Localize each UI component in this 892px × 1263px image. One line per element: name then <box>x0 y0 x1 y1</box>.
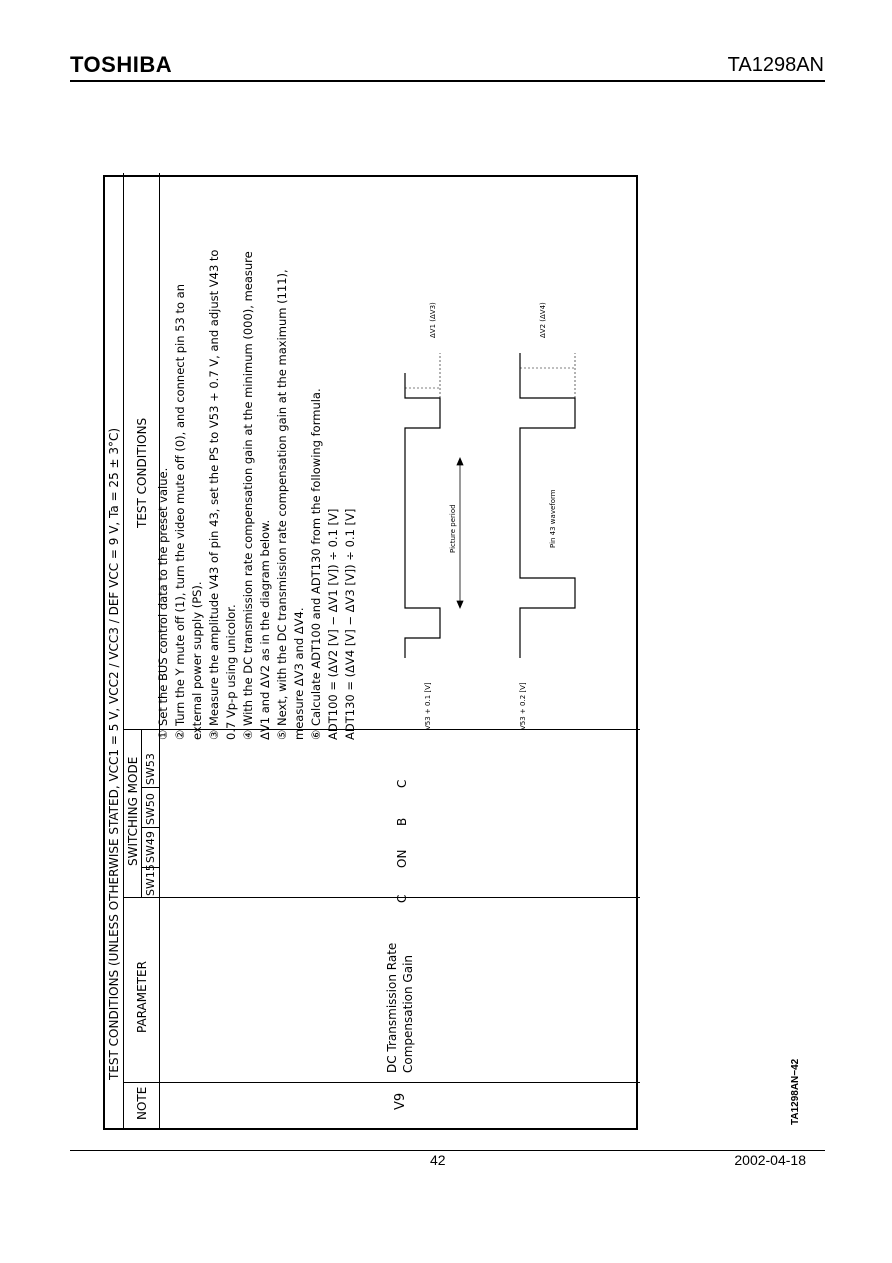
condition-5: 0.7 Vp-p using unicolor. <box>224 604 238 740</box>
sw15-value: C <box>395 894 409 903</box>
condition-3: external power supply (PS). <box>190 581 204 740</box>
condition-1: ① Set the BUS control data to the preset value. <box>156 467 170 740</box>
label-dv2: ΔV2 (ΔV4) <box>539 302 547 338</box>
parameter-line-1: DC Transmission Rate <box>385 942 399 1073</box>
condition-8: ⑤ Next, with the DC transmission rate compensation gain at the maximum (111), <box>275 269 289 740</box>
table-title: TEST CONDITIONS (UNLESS OTHERWISE STATED, VCC1 = 5 V, VCC2 / VCC3 / DEF VCC = 9 V, Ta = 25 ± 3°C) <box>107 427 121 1080</box>
part-number: TA1298AN <box>727 54 824 76</box>
sw49-header: SW49 <box>144 831 157 863</box>
sw53-value: C <box>395 779 409 788</box>
sw15-header: SW15 <box>144 864 157 896</box>
condition-9: measure ΔV3 and ΔV4. <box>292 607 306 740</box>
test-conditions-header: TEST CONDITIONS <box>135 417 149 528</box>
sw50-header: SW50 <box>144 793 157 825</box>
label-dv1: ΔV1 (ΔV3) <box>429 302 437 338</box>
parameter-header: PARAMETER <box>135 961 149 1033</box>
sw53-header: SW53 <box>144 753 157 785</box>
condition-11: ADT100 = (ΔV2 [V] − ΔV1 [V]) ÷ 0.1 [V] <box>326 508 340 740</box>
label-v53-01: V53 + 0.1 [V] <box>424 682 432 730</box>
header-rule <box>70 80 825 82</box>
brand-logo: TOSHIBA <box>70 52 173 77</box>
label-picture-period: Picture period <box>449 504 457 553</box>
note-cell: V9 <box>393 1092 408 1110</box>
waveform-bottom <box>520 353 575 658</box>
condition-4: ③ Measure the amplitude V43 of pin 43, set the PS to V53 + 0.7 V, and adjust V43 to <box>207 249 221 740</box>
rotated-table-container <box>103 175 638 1130</box>
sw49-value: ON <box>395 849 409 868</box>
condition-10: ⑥ Calculate ADT100 and ADT130 from the following formula. <box>309 388 323 740</box>
label-pin-waveform: Pin 43 waveform <box>549 489 557 548</box>
condition-12: ADT130 = (ΔV4 [V] − ΔV3 [V]) ÷ 0.1 [V] <box>343 508 357 740</box>
switching-mode-header: SWITCHING MODE <box>126 756 140 866</box>
note-header: NOTE <box>135 1086 149 1120</box>
test-conditions-table <box>103 175 638 1130</box>
waveform-top <box>405 373 440 658</box>
page-number: 42 <box>430 1152 446 1168</box>
label-v53-02: V53 + 0.2 [V] <box>519 682 527 730</box>
parameter-line-2: Compensation Gain <box>401 954 415 1073</box>
footer-rule <box>70 1150 825 1151</box>
condition-6: ④ With the DC transmission rate compensation gain at the minimum (000), measure <box>241 251 255 740</box>
document-date: 2002-04-18 <box>734 1152 806 1168</box>
side-footnote: TA1298AN−42 <box>790 1058 801 1125</box>
condition-2: ② Turn the Y mute off (1), turn the video mute off (0), and connect pin 53 to an <box>173 283 187 740</box>
sw50-value: B <box>395 817 409 826</box>
condition-7: ΔV1 and ΔV2 as in the diagram below. <box>258 519 272 740</box>
